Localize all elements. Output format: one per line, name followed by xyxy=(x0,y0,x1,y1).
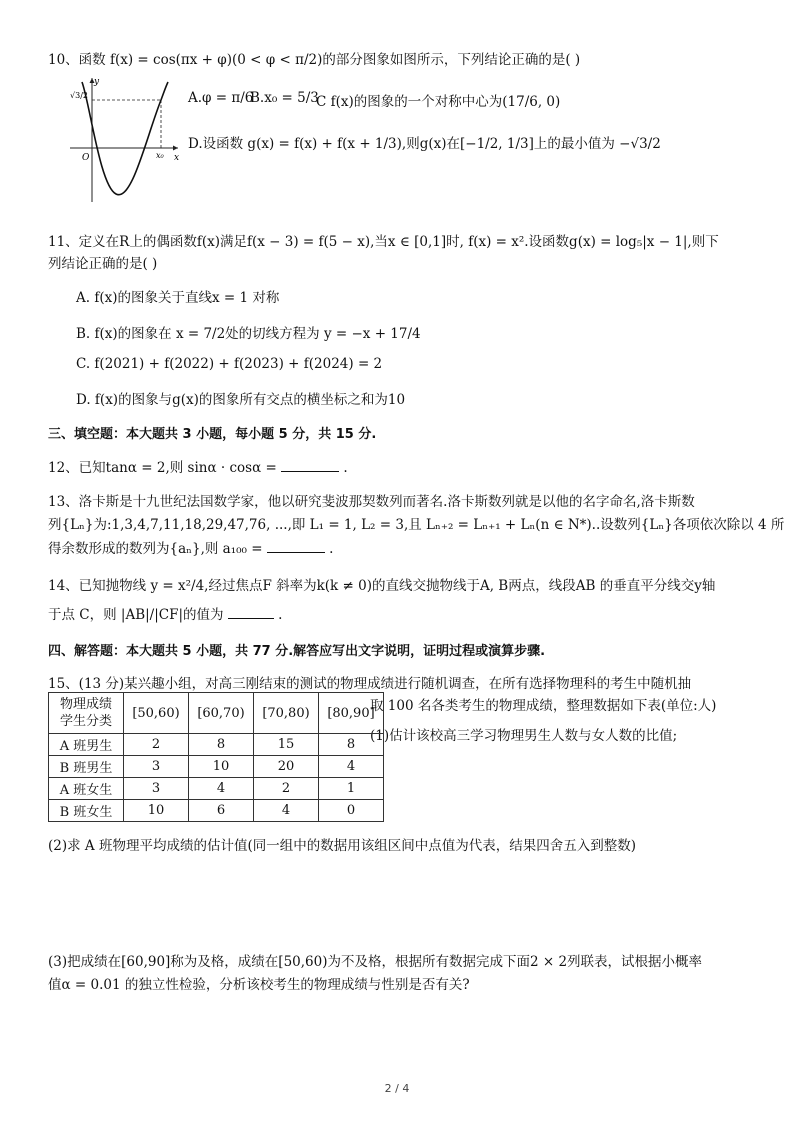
cosine-curve xyxy=(82,82,168,195)
corner-top: 物理成绩 xyxy=(59,697,112,712)
q14-line1: 14、已知抛物线 y = x²/4,经过焦点F 斜率为k(k ≠ 0)的直线交抛物线于A, B两点，线段AB 的垂直平分线交y轴 xyxy=(48,578,716,594)
q15-part3-line1: (3)把成绩在[60,90]称为及格，成绩在[50,60)为不及格，根据所有数据完成下面2 × 2列联表，试根据小概率 xyxy=(48,954,703,970)
table-cell: 2 xyxy=(254,778,319,800)
x-axis-label: x xyxy=(174,153,180,163)
q10-option-d: D.设函数 g(x) = f(x) + f(x + 1/3),则g(x)在[−1/2, 1/3]上的最小值为 −√3/2 xyxy=(188,136,661,152)
table-cell: 10 xyxy=(124,800,189,822)
q12-end: . xyxy=(343,460,348,476)
q10-function-graph xyxy=(70,76,182,204)
table-cell: 0 xyxy=(319,800,384,822)
q10-stem: 10、函数 f(x) = cos(πx + φ)(0 < φ < π/2)的部分图象如图所示，下列结论正确的是( ) xyxy=(48,52,581,68)
y-axis-label: y xyxy=(94,77,100,87)
q11-option-c: C. f(2021) + f(2022) + f(2023) + f(2024) = 2 xyxy=(76,356,383,372)
table-header-row xyxy=(49,693,384,734)
page-number: 2 / 4 xyxy=(384,1082,410,1095)
q13-line1: 13、洛卡斯是十九世纪法国数学家，他以研究斐波那契数列而著名.洛卡斯数列就是以他的名字命名,洛卡斯数 xyxy=(48,494,695,510)
q13-line2: 列{Lₙ}为:1,3,4,7,11,18,29,47,76, ...,即 L₁ = 1, L₂ = 3,且 Lₙ₊₂ = Lₙ₊₁ + Lₙ(n ∈ N*)..设数列{Lₙ}各项依次除以 4 所 xyxy=(48,517,785,533)
col-header: [80,90] xyxy=(319,693,384,734)
q12-answer-blank[interactable] xyxy=(281,457,339,472)
q12 xyxy=(48,456,348,476)
q15-part1: (1)估计该校高三学习物理男生人数与女人数的比值; xyxy=(370,728,678,744)
q10-option-a: A.φ = π/6 xyxy=(188,90,254,106)
q14-line2: 于点 C，则 |AB|/|CF|的值为 xyxy=(48,607,224,623)
q15-line1: 15、(13 分)某兴趣小组，对高三刚结束的测试的物理成绩进行随机调查，在所有选择物理科的考生中随机抽 xyxy=(48,676,692,692)
table-cell: 4 xyxy=(189,778,254,800)
q13-answer-blank[interactable] xyxy=(267,538,325,553)
q11-stem-line1: 11、定义在R上的偶函数f(x)满足f(x − 3) = f(5 − x),当x ∈ [0,1]时, f(x) = x².设函数g(x) = log₅|x − 1|,则下 xyxy=(48,234,719,250)
q12-text: 12、已知tanα = 2,则 sinα · cosα = xyxy=(48,460,277,476)
q10-option-b: B.x₀ = 5/3 xyxy=(250,90,319,106)
corner-bottom: 学生分类 xyxy=(59,714,112,729)
q15-score-table xyxy=(48,692,384,822)
table-row xyxy=(49,800,384,822)
x0-tick-label: x₀ xyxy=(156,151,164,160)
row-label: A 班女生 xyxy=(49,778,124,800)
table-cell: 10 xyxy=(189,756,254,778)
table-row xyxy=(49,756,384,778)
q11-option-d: D. f(x)的图象与g(x)的图象所有交点的横坐标之和为10 xyxy=(76,392,406,408)
col-header: [60,70) xyxy=(189,693,254,734)
section3-heading: 三、填空题：本大题共 3 小题，每小题 5 分，共 15 分. xyxy=(48,427,377,442)
table-row xyxy=(49,778,384,800)
table-cell: 3 xyxy=(124,756,189,778)
q15-line2: 取 100 名各类考生的物理成绩，整理数据如下表(单位:人) xyxy=(370,698,717,714)
table-cell: 8 xyxy=(319,734,384,756)
q13-line3: 得余数形成的数列为{aₙ},则 a₁₀₀ = xyxy=(48,541,263,557)
table-corner-header xyxy=(49,693,124,734)
q15-part3-line2: 值α = 0.01 的独立性检验，分析该校考生的物理成绩与性别是否有关? xyxy=(48,977,470,993)
table-cell: 15 xyxy=(254,734,319,756)
y-tick-label: √3/2 xyxy=(70,91,88,100)
col-header: [70,80) xyxy=(254,693,319,734)
q14-answer-blank[interactable] xyxy=(228,604,274,619)
col-header: [50,60) xyxy=(124,693,189,734)
table-cell: 4 xyxy=(319,756,384,778)
q14-line2-wrap xyxy=(48,603,282,623)
table-cell: 1 xyxy=(319,778,384,800)
table-row xyxy=(49,734,384,756)
section4-heading: 四、解答题：本大题共 5 小题，共 77 分.解答应写出文字说明，证明过程或演算步骤. xyxy=(48,644,546,659)
q14-end: . xyxy=(278,607,283,623)
table-cell: 4 xyxy=(254,800,319,822)
q10-option-c: C f(x)的图象的一个对称中心为(17/6, 0) xyxy=(316,94,561,110)
origin-label: O xyxy=(82,153,90,163)
row-label: B 班女生 xyxy=(49,800,124,822)
table-cell: 2 xyxy=(124,734,189,756)
row-label: A 班男生 xyxy=(49,734,124,756)
q11-stem-line2: 列结论正确的是( ) xyxy=(48,256,158,272)
table-cell: 20 xyxy=(254,756,319,778)
q15-part2: (2)求 A 班物理平均成绩的估计值(同一组中的数据用该组区间中点值为代表，结果四舍五入到整数) xyxy=(48,838,636,854)
q13-line3-wrap xyxy=(48,537,333,557)
table-cell: 8 xyxy=(189,734,254,756)
q13-end: . xyxy=(329,541,334,557)
row-label: B 班男生 xyxy=(49,756,124,778)
q11-option-b: B. f(x)的图象在 x = 7/2处的切线方程为 y = −x + 17/4 xyxy=(76,326,421,342)
x-axis-arrow xyxy=(173,146,178,151)
table-cell: 3 xyxy=(124,778,189,800)
table-cell: 6 xyxy=(189,800,254,822)
q11-option-a: A. f(x)的图象关于直线x = 1 对称 xyxy=(76,290,280,306)
